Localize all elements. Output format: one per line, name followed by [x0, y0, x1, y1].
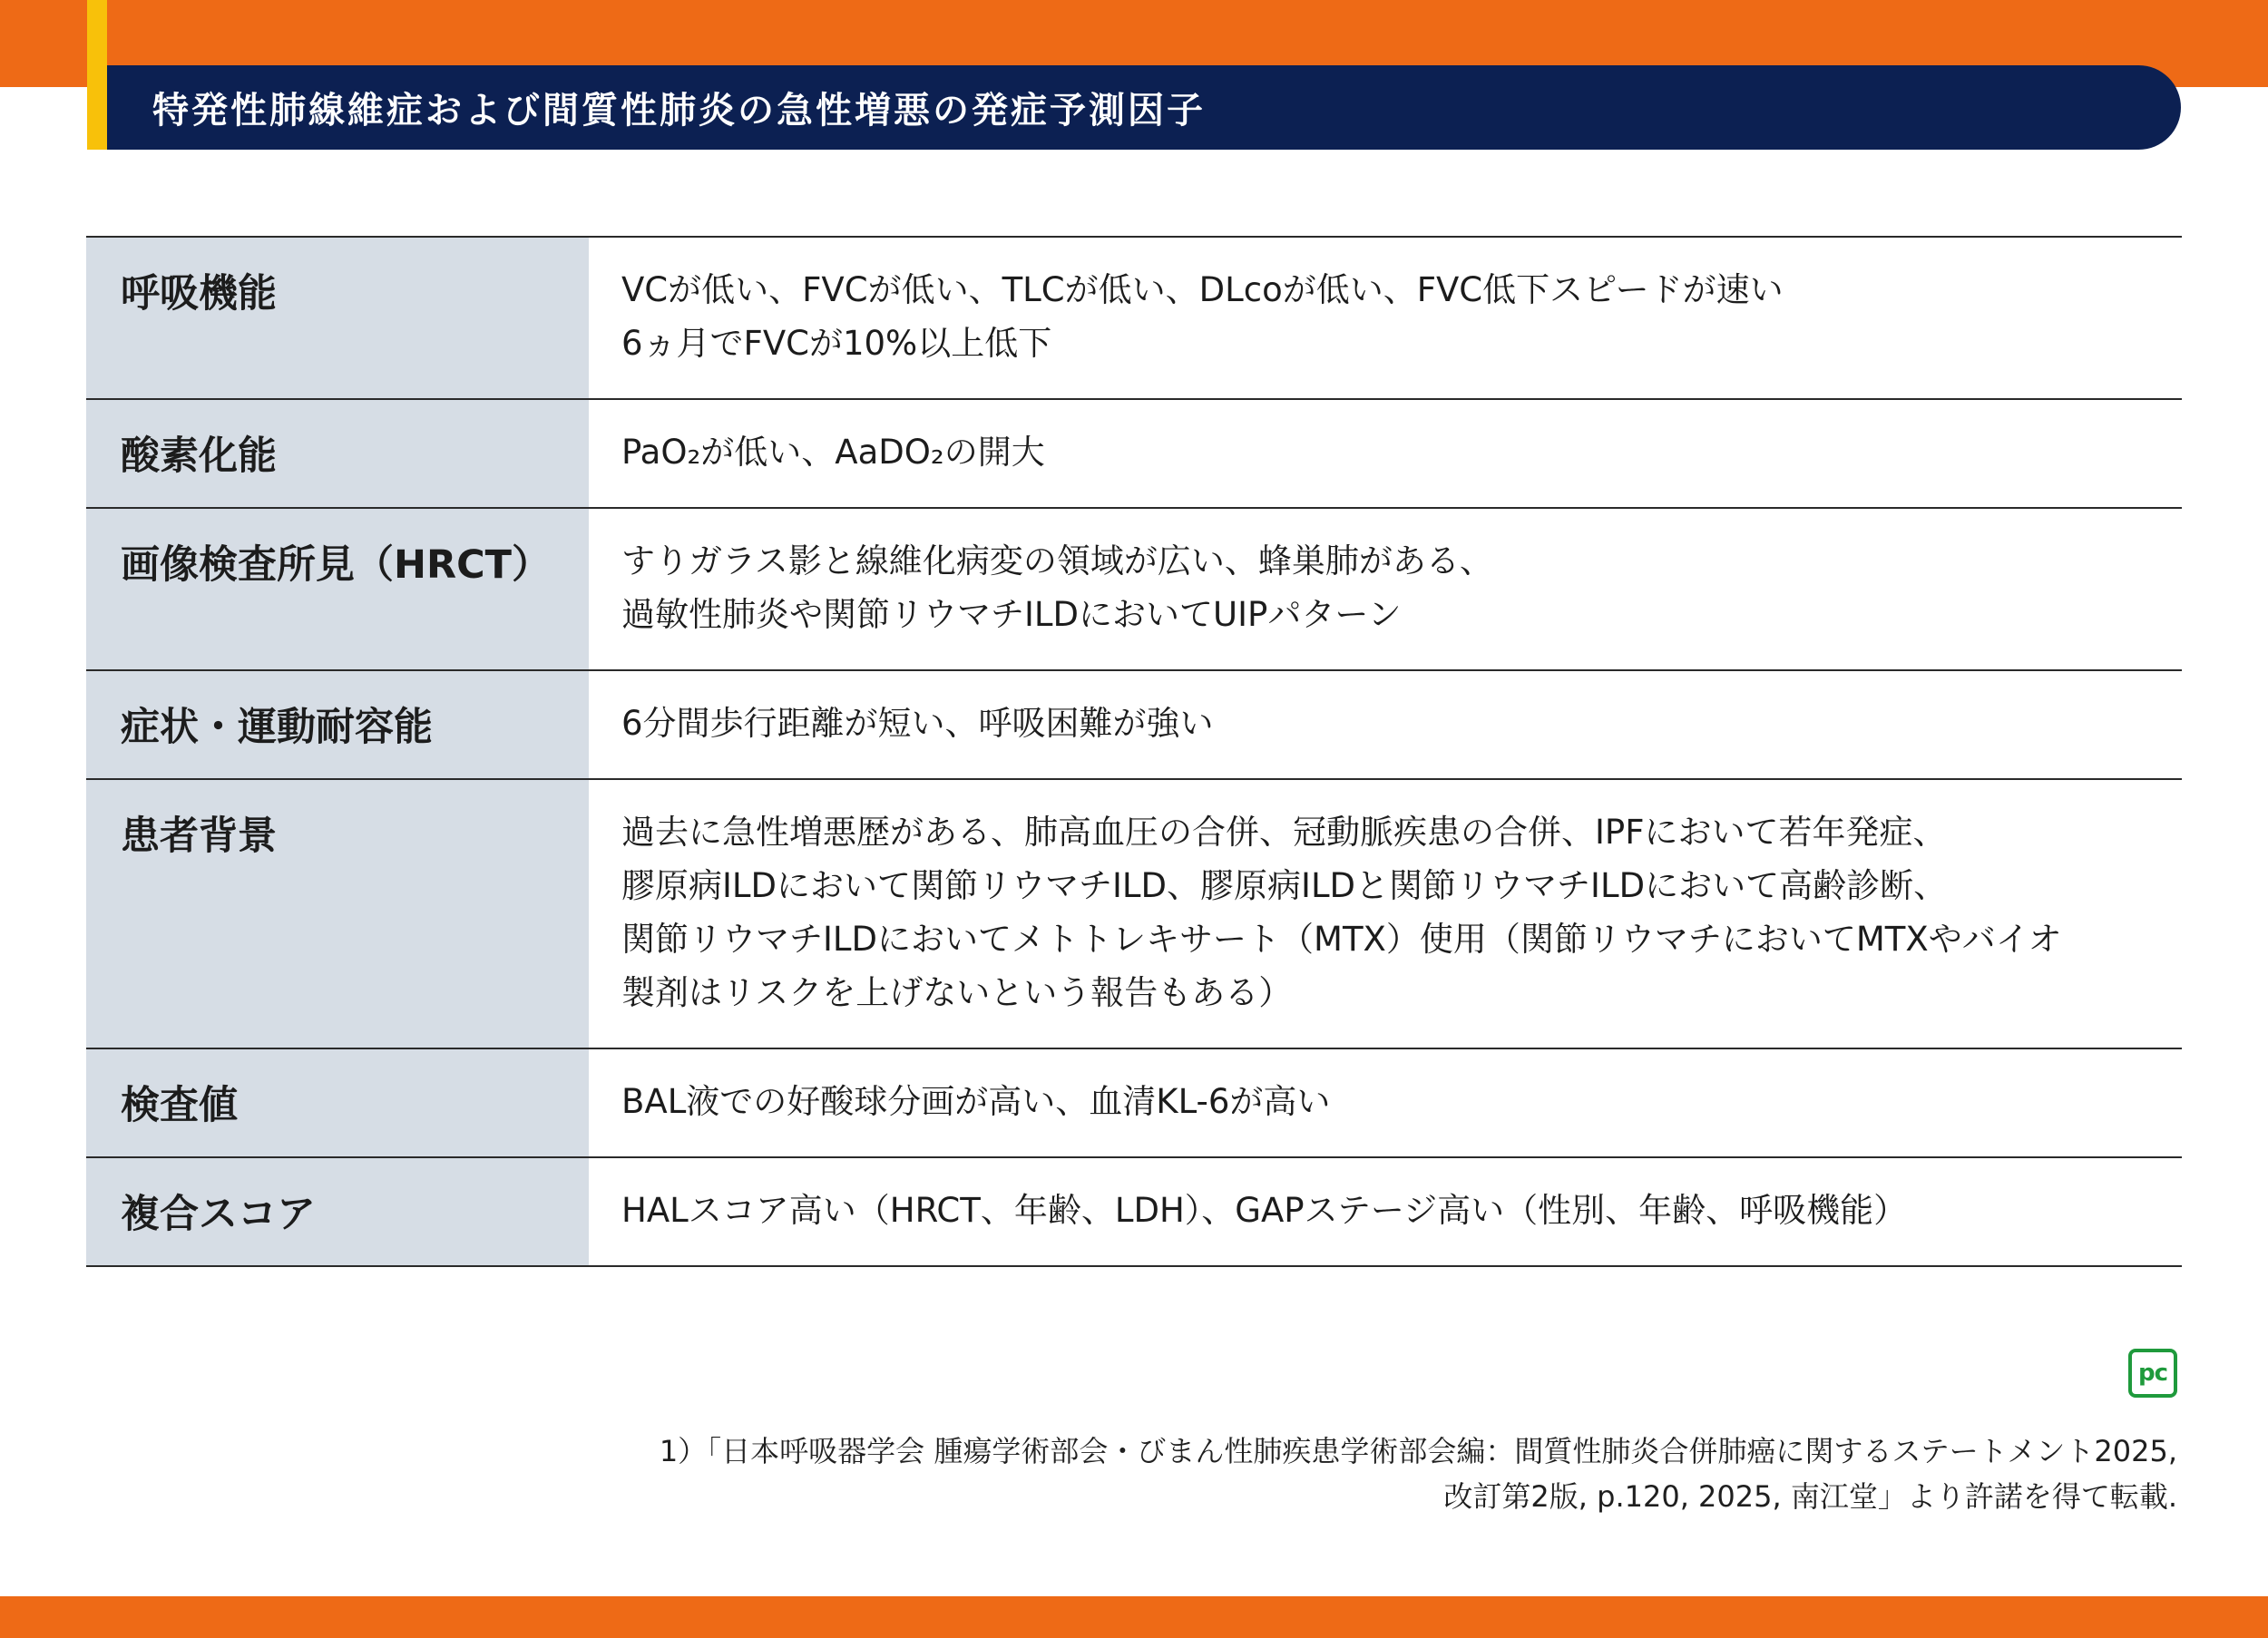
footnote-line: 改訂第2版, p.120, 2025, 南江堂」より許諾を得て転載. — [1443, 1479, 2177, 1514]
row-content-line: 関節リウマチILDにおいてメトトレキサート（MTX）使用（関節リウマチにおいてMTXやバイオ — [621, 920, 2062, 959]
pc-logo: pc — [2128, 1349, 2177, 1398]
row-label: 症状・運動耐容能 — [86, 671, 589, 778]
table-row-composite-score — [86, 1158, 2182, 1267]
row-content-line: 過敏性肺炎や関節リウマチILDにおいてUIPパターン — [621, 595, 1402, 634]
row-label: 複合スコア — [86, 1158, 589, 1265]
row-content-line: 製剤はリスクを上げないという報告もある） — [621, 973, 1293, 1012]
table-row-imaging — [86, 509, 2182, 671]
row-content — [589, 780, 2182, 1048]
table-row-patient-background — [86, 780, 2182, 1049]
row-content-line: 過去に急性増悪歴がある、肺高血圧の合併、冠動脈疾患の合併、IPFにおいて若年発症、 — [621, 813, 1947, 852]
title-banner — [107, 65, 2181, 150]
row-content-line: 膠原病ILDにおいて関節リウマチILD、膠原病ILDと関節リウマチILDにおいて高齢診断、 — [621, 866, 1948, 905]
row-label: 画像検査所見（HRCT） — [86, 509, 589, 669]
row-content-line: 6分間歩行距離が短い、呼吸困難が強い — [621, 704, 1214, 743]
table-row-lab-values — [86, 1049, 2182, 1158]
row-label: 呼吸機能 — [86, 238, 589, 398]
row-content — [589, 509, 2182, 669]
row-content-line: すりガラス影と線維化病変の領域が広い、蜂巣肺がある、 — [621, 541, 1493, 580]
bottom-orange-band — [0, 1596, 2268, 1638]
row-content — [589, 671, 2182, 778]
row-label: 酸素化能 — [86, 400, 589, 507]
page-title: 特発性肺線維症および間質性肺炎の急性増悪の発症予測因子 — [152, 90, 1206, 132]
row-content — [589, 400, 2182, 507]
row-content — [589, 1049, 2182, 1156]
table-row-respiratory-function — [86, 238, 2182, 400]
row-label: 検査値 — [86, 1049, 589, 1156]
row-content-line: BAL液での好酸球分画が高い、血清KL-6が高い — [621, 1082, 1331, 1121]
table-row-oxygenation — [86, 400, 2182, 509]
table-row-symptoms — [86, 671, 2182, 780]
row-content — [589, 1158, 2182, 1265]
row-content-line: HALスコア高い（HRCT、年齢、LDH）、GAPステージ高い（性別、年齢、呼吸機能） — [621, 1191, 1908, 1230]
title-accent-bar — [87, 0, 107, 150]
predictors-table — [86, 236, 2182, 1267]
row-content-line: 6ヵ月でFVCが10%以上低下 — [621, 324, 1052, 363]
footnote — [660, 1428, 2177, 1519]
row-content-line: PaO₂が低い、AaDO₂の開大 — [621, 433, 1045, 472]
row-label: 患者背景 — [86, 780, 589, 1048]
footnote-line: 1）「日本呼吸器学会 腫瘍学術部会・びまん性肺疾患学術部会編：間質性肺炎合併肺癌に関するステートメント2025, — [659, 1434, 2177, 1468]
row-content — [589, 238, 2182, 398]
row-content-line: VCが低い、FVCが低い、TLCが低い、DLcoが低い、FVC低下スピードが速い — [621, 270, 1784, 309]
